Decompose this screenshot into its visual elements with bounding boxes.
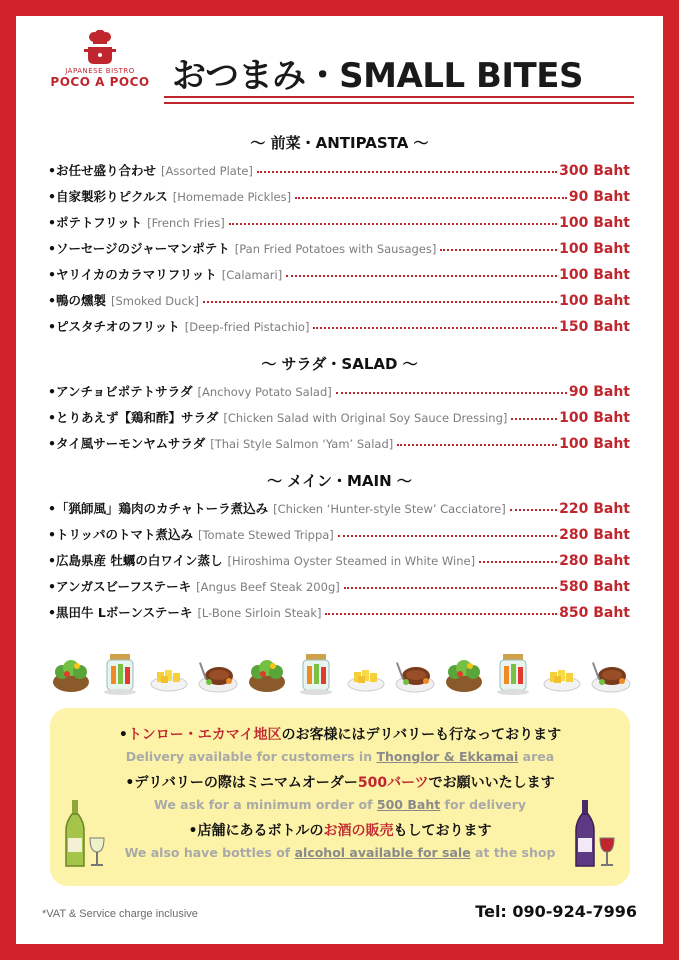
item-name-jp: •ポテトフリット xyxy=(48,215,143,230)
item-name-en: [French Fries] xyxy=(147,216,225,230)
menu-item xyxy=(48,551,630,573)
delivery-info-box xyxy=(50,708,630,886)
info-line-alcohol-jp: •店舗にあるボトルのお酒の販売もしております xyxy=(188,823,492,839)
fries-icon xyxy=(541,652,583,696)
leader-dots xyxy=(203,301,557,303)
item-name-en: [Thai Style Salmon ‘Yam’ Salad] xyxy=(210,437,394,451)
menu-item xyxy=(48,603,630,625)
item-price: 100 Baht xyxy=(559,410,630,426)
item-name-jp: •黒田牛 Lボーンステーキ xyxy=(48,605,193,620)
item-name-en: [Deep-fried Pistachio] xyxy=(184,320,310,334)
item-price: 300 Baht xyxy=(559,163,630,179)
menu-item xyxy=(48,213,630,235)
item-name-en: [Homemade Pickles] xyxy=(172,190,292,204)
pickles-jar-icon xyxy=(295,652,337,696)
leader-dots xyxy=(229,223,557,225)
menu-item xyxy=(48,382,630,404)
item-price: 100 Baht xyxy=(559,215,630,231)
item-price: 90 Baht xyxy=(568,189,630,205)
menu-sheet xyxy=(16,16,663,944)
leader-dots xyxy=(336,392,567,394)
leader-dots xyxy=(479,561,557,563)
menu-item xyxy=(48,239,630,261)
salad-icon xyxy=(246,652,288,696)
item-price: 220 Baht xyxy=(559,501,630,517)
menu-item xyxy=(48,434,630,456)
item-name-en: [L-Bone Sirloin Steak] xyxy=(197,606,322,620)
item-name-jp: •自家製彩りピクルス xyxy=(48,189,168,204)
item-name-jp: •鴨の燻製 xyxy=(48,293,106,308)
steak-icon xyxy=(590,652,632,696)
item-name-jp: •広島県産 牡蠣の白ワイン蒸し xyxy=(48,553,223,568)
menu-item xyxy=(48,291,630,313)
leader-dots xyxy=(295,197,567,199)
item-name-en: [Angus Beef Steak 200g] xyxy=(196,580,340,594)
item-name-jp: •ピスタチオのフリット xyxy=(48,319,180,334)
menu-item xyxy=(48,577,630,599)
info-line-alcohol-en: We also have bottles of alcohol available for sale at the shop xyxy=(124,845,556,860)
leader-dots xyxy=(325,613,557,615)
leader-dots xyxy=(511,418,557,420)
menu-item xyxy=(48,161,630,183)
item-name-en: [Hiroshima Oyster Steamed in White Wine] xyxy=(227,554,476,568)
section-heading-salad: ～ サラダ・SALAD ～ xyxy=(261,355,418,373)
item-name-en: [Tomate Stewed Trippa] xyxy=(198,528,334,542)
vat-note: *VAT & Service charge inclusive xyxy=(42,908,198,920)
title-underline xyxy=(164,96,634,106)
info-line-minimum-en: We ask for a minimum order of 500 Baht for delivery xyxy=(153,797,527,812)
menu-item xyxy=(48,317,630,339)
steak-icon xyxy=(197,652,239,696)
item-price: 100 Baht xyxy=(559,267,630,283)
item-name-en: [Chicken Salad with Original Soy Sauce Dressing] xyxy=(223,411,508,425)
leader-dots xyxy=(286,275,557,277)
item-price: 100 Baht xyxy=(559,241,630,257)
info-line-delivery-jp: •トンロー・エカマイ地区のお客様にはデリバリーも行なっております xyxy=(118,727,562,743)
item-price: 280 Baht xyxy=(559,553,630,569)
item-name-jp: •アンガスビーフステーキ xyxy=(48,579,192,594)
item-name-en: [Anchovy Potato Salad] xyxy=(197,385,332,399)
section-heading-antipasta: ～ 前菜・ANTIPASTA ～ xyxy=(250,134,429,152)
item-price: 580 Baht xyxy=(559,579,630,595)
item-name-en: [Pan Fried Potatoes with Sausages] xyxy=(234,242,437,256)
page-title: おつまみ・SMALL BITES xyxy=(172,56,583,96)
menu-item xyxy=(48,499,630,521)
item-name-jp: •ソーセージのジャーマンポテト xyxy=(48,241,230,256)
logo xyxy=(40,30,160,89)
fries-icon xyxy=(345,652,387,696)
leader-dots xyxy=(397,444,557,446)
chef-pot-icon xyxy=(83,30,117,66)
logo-name: POCO A POCO xyxy=(50,75,150,89)
item-name-jp: •お任せ盛り合わせ xyxy=(48,163,156,178)
item-name-en: [Smoked Duck] xyxy=(111,294,199,308)
item-name-jp: •トリッパのトマト煮込み xyxy=(48,527,193,542)
item-name-jp: •「猟師風」鶏肉のカチャトーラ煮込み xyxy=(48,501,269,516)
section-heading-main: ～ メイン・MAIN ～ xyxy=(267,472,412,490)
item-price: 90 Baht xyxy=(568,384,630,400)
steak-icon xyxy=(394,652,436,696)
food-illustration-row xyxy=(46,652,636,696)
leader-dots xyxy=(510,509,557,511)
phone-number[interactable]: Tel: 090-924-7996 xyxy=(475,902,637,921)
item-price: 100 Baht xyxy=(559,436,630,452)
salad-icon xyxy=(443,652,485,696)
leader-dots xyxy=(313,327,557,329)
leader-dots xyxy=(257,171,557,173)
pickles-jar-icon xyxy=(99,652,141,696)
item-price: 280 Baht xyxy=(559,527,630,543)
logo-subtitle: JAPANESE BISTRO xyxy=(65,67,135,75)
item-name-jp: •アンチョビポテトサラダ xyxy=(48,384,193,399)
item-name-jp: •ヤリイカのカラマリフリット xyxy=(48,267,217,282)
menu-item xyxy=(48,525,630,547)
fries-icon xyxy=(148,652,190,696)
item-name-en: [Chicken ‘Hunter-style Stew’ Cacciatore] xyxy=(273,502,506,516)
menu-item xyxy=(48,187,630,209)
item-price: 850 Baht xyxy=(559,605,630,621)
item-name-en: [Calamari] xyxy=(221,268,283,282)
info-line-delivery-en: Delivery available for customers in Thonglor & Ekkamai area xyxy=(125,749,555,764)
item-name-en: [Assorted Plate] xyxy=(161,164,253,178)
leader-dots xyxy=(344,587,557,589)
menu-item xyxy=(48,265,630,287)
leader-dots xyxy=(440,249,557,251)
item-price: 150 Baht xyxy=(559,319,630,335)
item-name-jp: •とりあえず【鶏和酢】サラダ xyxy=(48,410,219,425)
item-price: 100 Baht xyxy=(559,293,630,309)
pickles-jar-icon xyxy=(492,652,534,696)
info-line-minimum-jp: •デリバリーの際はミニマムオーダー500バーツでお願いいたします xyxy=(125,775,555,791)
leader-dots xyxy=(338,535,557,537)
menu-item xyxy=(48,408,630,430)
salad-icon xyxy=(50,652,92,696)
item-name-jp: •タイ風サーモンヤムサラダ xyxy=(48,436,206,451)
